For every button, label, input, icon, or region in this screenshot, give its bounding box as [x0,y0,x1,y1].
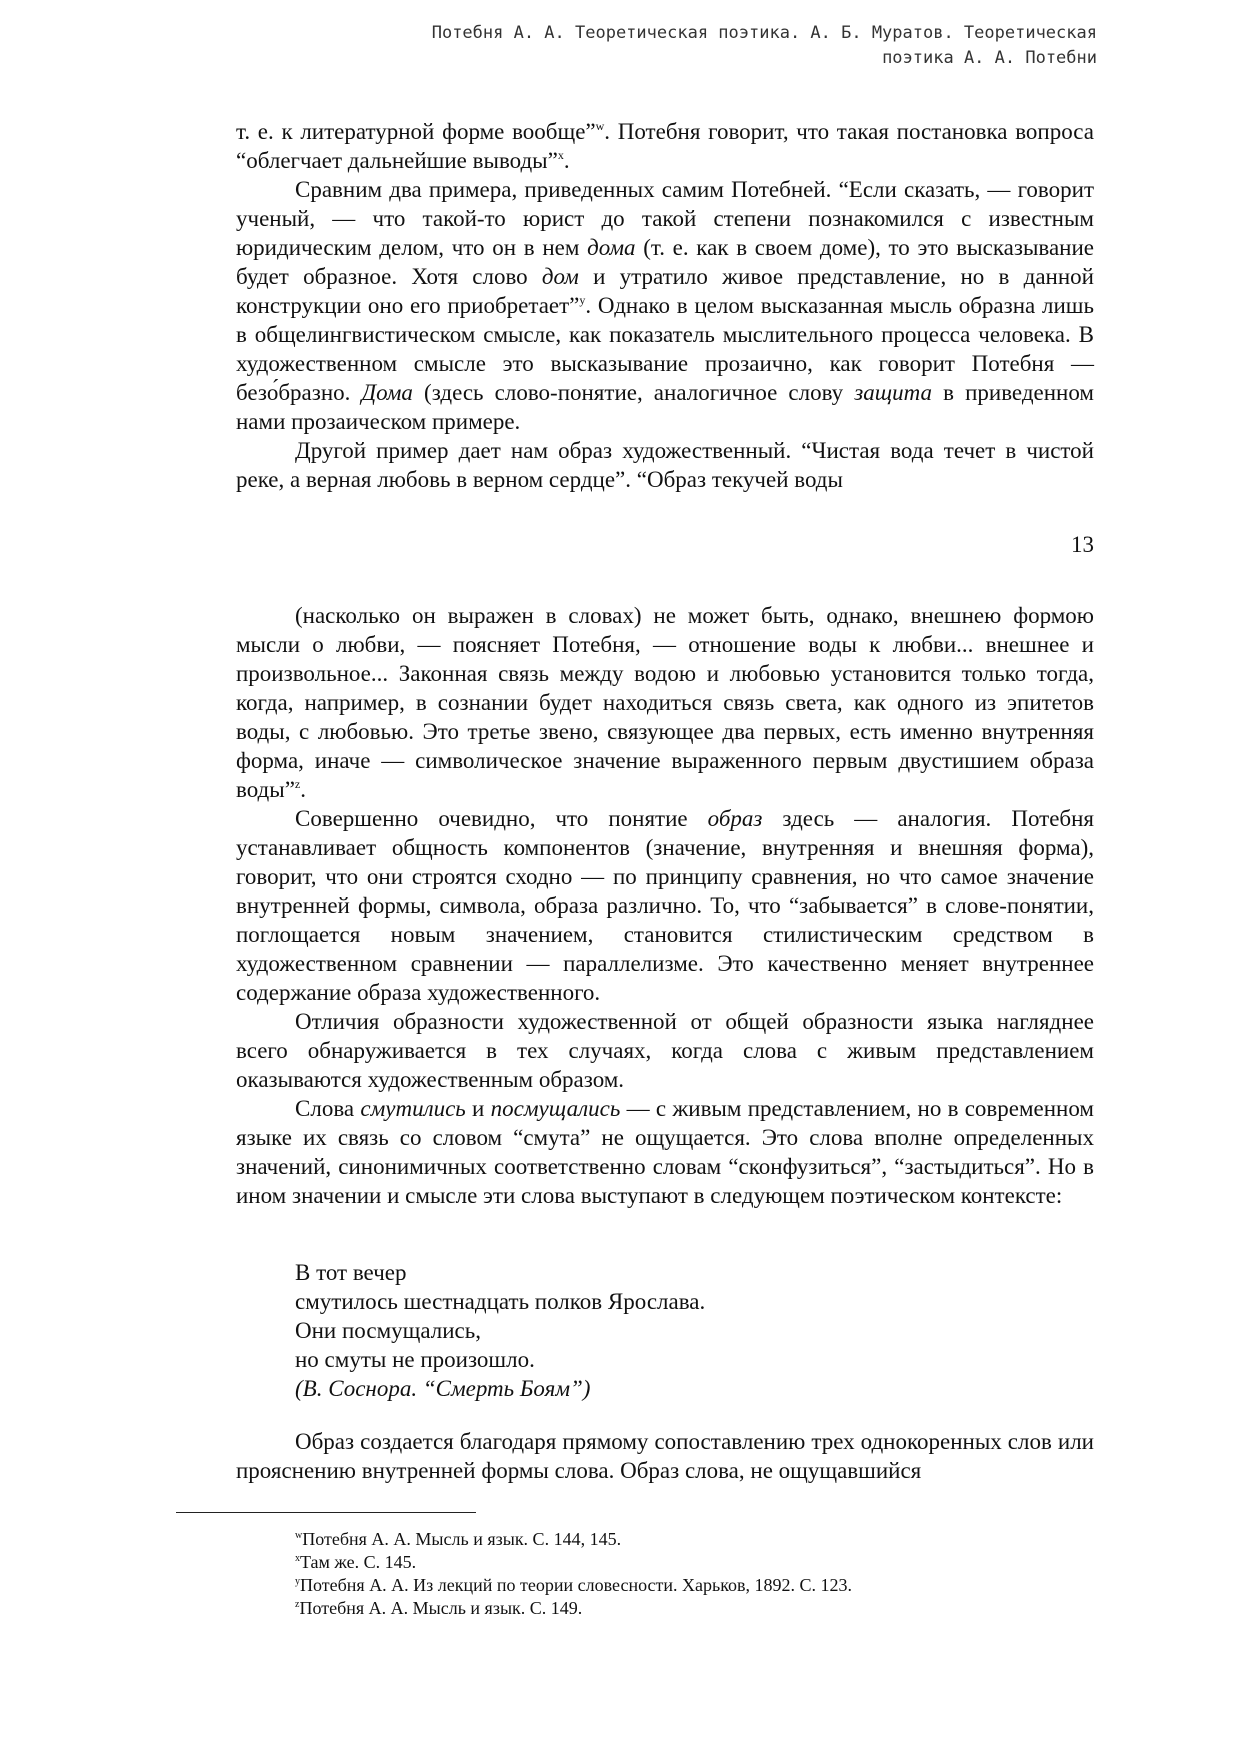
poem-line: В тот вечер [295,1260,407,1285]
poem-quote [295,1258,705,1403]
page-13-body [236,117,1094,494]
page-14-body [236,601,1094,1210]
footnote-ref-z: z [294,777,301,791]
footnote-ref-x: x [557,148,564,162]
footnote: $^x$Там же. С. 145. [295,1552,417,1572]
page-14-body-continued [236,1427,1094,1485]
paragraph: (насколько он выражен в словах) не может быть, однако, внешнею формою мысли о любви, — поясняет Потебня, — отношение воды к любви... внешнее и произвольное... Законная связь между водою и любовью установится только тогда, когда, например, в сознании будет находиться связь света, как одного из эпитетов воды, с любовью. Это третье звено, связующее два первых, есть именно внутренняя форма, иначе — символическое значение выраженного первым двустишием образа воды”$^z$. [236,603,1094,802]
footnote-ref-w: w [595,119,605,133]
paragraph: Образ создается благодаря прямому сопоставлению трех однокоренных слов или прояснению внутренней формы слова. Образ слова, не ощущавшийся [236,1429,1094,1483]
paragraph: Отличия образности художественной от общей образности языка нагляднее всего обнаруживается в тех случаях, когда слова с живым представлением оказываются художественным образом. [236,1009,1094,1092]
paragraph: Совершенно очевидно, что понятие образ здесь — аналогия. Потебня устанавливает общность компонентов (значение, внутренняя и внешняя форма), говорит, что они строятся сходно — по принципу сравнения, но что самое значение внутренней формы, символа, образа различно. То, что “забывается” в слове-понятии, поглощается новым значением, становится стилистическим средством в художественном сравнении — параллелизме. Это качественно меняет внутреннее содержание образа художественного. [236,806,1094,1005]
header-line-1: Потебня А. А. Теоретическая поэтика. А. Б. Муратов. Теоретическая [431,23,1097,43]
footnote-ref-y: y [579,293,586,307]
paragraph: т. е. к литературной форме вообще”$^w$. Потебня говорит, что такая постановка вопроса “облегчает дальнейшие выводы”$^x$. [236,119,1094,173]
poem-line: Они посмущались, [295,1318,481,1343]
poem-line: смутилось шестнадцать полков Ярослава. [295,1289,706,1314]
page-number: 13 [1071,532,1094,557]
running-header [197,21,1097,71]
footnotes [295,1528,852,1620]
paragraph: Слова смутились и посмущались — с живым представлением, но в современном языке их связь со словом “смута” не ощущается. Это слова вполне определенных значений, синонимичных соответственно словам “сконфузиться”, “застыдиться”. Но в ином значении и смысле эти слова выступают в следующем поэтическом контексте: [236,1096,1094,1208]
footnote: $^y$Потебня А. А. Из лекций по теории словесности. Харьков, 1892. С. 123. [295,1575,853,1595]
paragraph: Другой пример дает нам образ художественный. “Чистая вода течет в чистой реке, а верная любовь в верном сердце”. “Образ текучей воды [236,438,1094,492]
header-line-2: поэтика А. А. Потебни [882,48,1097,68]
paragraph: Сравним два примера, приведенных самим Потебней. “Если сказать, — говорит ученый, — что такой-то юрист до такой степени познакомился с известным юридическим делом, что он в нем дома (т. е. как в своем доме), то это высказывание будет образное. Хотя слово дом и утратило живое представление, но в данной конструкции оно его приобретает”$^y$. Однако в целом высказанная мысль образна лишь в общелингвистическом смысле, как показатель мыслительного процесса человека. В художественном смысле это высказывание прозаично, как говорит Потебня — безо́бразно. Дома (здесь слово-понятие, аналогичное слову защита в приведенном нами прозаическом примере. [236,177,1094,434]
poem-line: но смуты не произошло. [295,1347,535,1372]
footnote: $^z$Потебня А. А. Мысль и язык. С. 149. [295,1598,583,1618]
footnote-separator [176,1512,476,1513]
footnote: $^w$Потебня А. А. Мысль и язык. С. 144, 145. [295,1529,622,1549]
poem-source: (В. Соснора. “Смерть Боям”) [295,1376,591,1401]
